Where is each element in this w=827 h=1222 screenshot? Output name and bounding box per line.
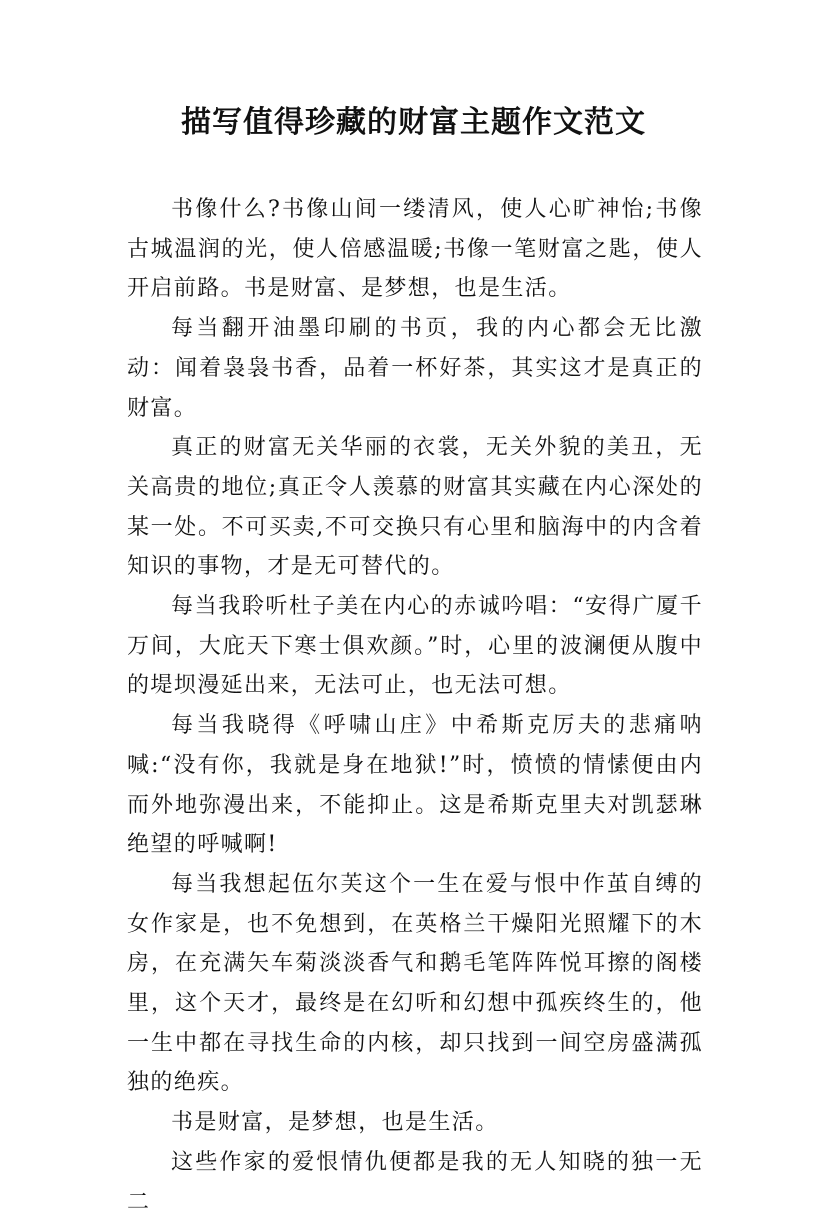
paragraph: 每当翻开油墨印刷的书页，我的内心都会无比激动：闻着袅袅书香，品着一杯好茶，其实这才是真正的财富。: [127, 316, 703, 421]
document-body: [127, 190, 703, 1222]
paragraph: 每当我晓得《呼啸山庄》中希斯克厉夫的悲痛呐喊:“没有你，我就是身在地狱!”时，愤愤的情愫便由内而外地弥漫出来，不能抑止。这是希斯克里夫对凯瑟琳绝望的呼喊啊!: [127, 713, 703, 858]
document-title: 描写值得珍藏的财富主题作文范文: [181, 105, 646, 140]
paragraph: 这些作家的爱恨情仇便都是我的无人知晓的独一无二: [127, 1149, 703, 1215]
paragraph: 真正的财富无关华丽的衣裳，无关外貌的美丑，无关高贵的地位;真正令人羡慕的财富其实藏在内心深处的某一处。不可买卖,不可交换只有心里和脑海中的内含着知识的事物，才是无可替代的。: [127, 435, 703, 580]
paragraph: 书是财富，是梦想，也是生活。: [171, 1110, 499, 1136]
paragraph: 每当我聆听杜子美在内心的赤诚吟唱：“安得广厦千万间，大庇天下寒士俱欢颜。”时，心里的波澜便从腹中的堤坝漫延出来，无法可止，也无法可想。: [127, 594, 703, 699]
paragraph: 书像什么?书像山间一缕清风，使人心旷神怡;书像古城温润的光，使人倍感温暖;书像一笔财富之匙，使人开启前路。书是财富、是梦想，也是生活。: [127, 197, 703, 302]
paragraph: 每当我想起伍尔芙这个一生在爱与恨中作茧自缚的女作家是，也不免想到，在英格兰干燥阳光照耀下的木房，在充满矢车菊淡淡香气和鹅毛笔阵阵悦耳擦的阁楼里，这个天才，最终是在幻听和幻想中孤疾终生的，他一生中都在寻找生命的内核，却只找到一间空房盛满孤独的绝疾。: [127, 871, 703, 1096]
